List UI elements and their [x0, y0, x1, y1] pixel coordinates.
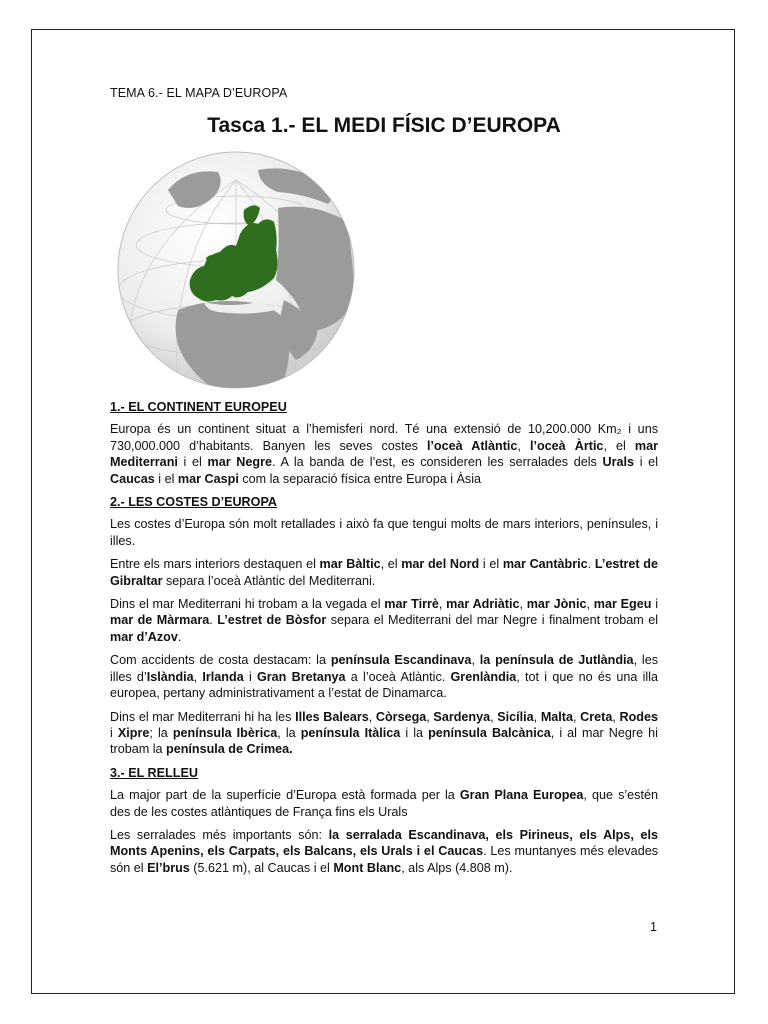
bold-term: Malta	[540, 709, 574, 724]
text-run: separa l’oceà Atlàntic del Mediterrani.	[162, 573, 376, 588]
text-run: i	[110, 725, 118, 740]
bold-term: Mont Blanc	[333, 860, 402, 875]
bold-term: mar del Nord	[401, 557, 480, 572]
text-run: ,	[517, 438, 530, 453]
text-run: i el	[177, 455, 208, 470]
text-run: Dins el mar Mediterrani hi ha les	[110, 709, 296, 724]
bold-term: Còrsega	[375, 709, 427, 724]
text-run: ,	[193, 669, 203, 684]
page-number: 1	[650, 920, 657, 934]
section-heading: 1.- EL CONTINENT EUROPEU	[110, 400, 287, 414]
text-run: .	[177, 629, 182, 644]
bold-term: L’estret de Gibraltar	[110, 557, 658, 588]
text-run: i	[243, 669, 257, 684]
text-run: ; la	[149, 725, 173, 740]
bold-term: mar Bàltic	[319, 557, 381, 572]
text-run: ,	[573, 709, 581, 724]
text-run: Europa és un continent situat a l’hemisferi nord. Té una extensió de 10,200.000 Km₂ i uns 730,000.000 d’habitants. Banyen les seves costes	[110, 422, 658, 453]
bold-term: Caucas	[110, 471, 155, 486]
bold-term: península Ibèrica	[172, 725, 278, 740]
bold-term: península Balcànica	[428, 725, 551, 740]
bold-term: l’oceà Àrtic	[529, 438, 604, 453]
bold-term: mar Egeu	[593, 597, 652, 612]
text-run: separa el Mediterrani del mar Negre i finalment trobam el	[326, 613, 659, 628]
text-run: , i al mar Negre hi trobam la	[110, 725, 658, 757]
text-run: , el	[603, 438, 635, 453]
text-run: ,	[490, 709, 498, 724]
section-heading: 2.- LES COSTES D’EUROPA	[110, 495, 278, 510]
bold-term: mar Tirrè	[384, 597, 439, 612]
bold-term: la serralada Escandinava, els Pirineus, els Alps, els Monts Apenins, els Carpats, els Balcans, els Urals i el Caucas	[110, 827, 658, 859]
section-heading: 3.- EL RELLEU	[110, 765, 198, 780]
bold-term: Gran Plana Europea	[459, 788, 584, 803]
bold-term: Sicília	[497, 709, 534, 724]
bold-term: Irlanda	[202, 669, 244, 684]
bold-term: Illes Balears	[295, 709, 369, 724]
bold-term: Xipre	[117, 725, 150, 740]
bold-term: mar Cantàbric	[502, 557, 588, 572]
text-run: Les costes d’Europa són molt retallades i això fa que tengui molts de mars interiors, penínsules, i illes.	[110, 517, 658, 548]
text-run: , la	[277, 725, 301, 740]
bold-term: la península de Jutlàndia	[479, 653, 634, 668]
text-run: com la separació física entre Europa i Àsia	[238, 471, 482, 486]
bold-term: Islàndia	[146, 669, 194, 684]
text-run: Entre els mars interiors destaquen el	[110, 557, 320, 572]
bold-term: Sardenya	[433, 709, 491, 724]
text-run: ,	[368, 709, 376, 724]
text-run: i el	[479, 557, 503, 572]
paragraph	[110, 709, 658, 758]
text-run: . A la banda de l’est, es consideren les serralades dels	[272, 455, 603, 470]
text-run: , el	[380, 557, 402, 572]
paragraph	[110, 827, 658, 876]
text-run: ,	[612, 709, 620, 724]
text-run: La major part de la superfície d’Europa està formada per la	[110, 788, 460, 803]
bold-term: Grenlàndia	[450, 669, 517, 684]
text-run: Les serralades més importants són:	[110, 827, 329, 842]
bold-term: Rodes	[619, 709, 658, 724]
europe-globe-figure	[108, 150, 368, 390]
text-run: ,	[519, 597, 527, 612]
bold-term: L’estret de Bòsfor	[217, 613, 327, 628]
text-run: i el	[154, 471, 178, 486]
paragraph	[110, 556, 658, 589]
text-run: ,	[426, 709, 434, 724]
bold-term: península Itàlica	[300, 725, 401, 740]
document-header: TEMA 6.- EL MAPA D’EUROPA	[110, 86, 288, 100]
paragraph	[110, 596, 658, 645]
text-run: (5.621 m), al Caucas i el	[189, 860, 334, 875]
text-run: ,	[471, 653, 480, 668]
text-run: ,	[586, 597, 594, 612]
text-run: . Les muntanyes més elevades són el	[110, 844, 658, 875]
text-run: , les illes d’	[110, 653, 658, 684]
bold-term: Creta	[580, 709, 613, 724]
document-body	[110, 399, 658, 883]
bold-term: mar Adriàtic	[446, 597, 520, 612]
text-run: , als Alps (4.808 m).	[401, 860, 513, 875]
paragraph	[110, 516, 658, 549]
page-title: Tasca 1.- EL MEDI FÍSIC D’EUROPA	[207, 114, 561, 137]
bold-term: mar Negre	[207, 455, 272, 470]
text-run: i el	[634, 455, 658, 470]
text-run: .	[209, 613, 218, 628]
paragraph	[110, 787, 658, 820]
text-run: ,	[533, 709, 541, 724]
europe-globe-icon	[108, 150, 368, 390]
text-run: , tot i que no és una illa europea, pertany administrativament a l’estat de Dinamarca.	[110, 669, 659, 701]
text-run: .	[587, 557, 595, 572]
text-run: Com accidents de costa destacam: la	[110, 653, 331, 668]
bold-term: mar de Màrmara	[110, 613, 210, 628]
text-run: Dins el mar Mediterrani hi trobam a la vegada el	[110, 597, 385, 612]
text-run: ,	[438, 597, 447, 612]
paragraph	[110, 421, 658, 487]
paragraph	[110, 652, 658, 701]
text-run: i la	[400, 725, 429, 740]
bold-term: El’brus	[147, 860, 190, 875]
bold-term: mar Jònic	[526, 597, 587, 612]
bold-term: Urals	[602, 455, 635, 470]
text-run: , que s’estén des de les costes atlàntiques de França fins els Urals	[110, 788, 658, 819]
text-run: a l’oceà Atlàntic.	[345, 669, 451, 684]
bold-term: mar d’Azov	[110, 629, 178, 644]
bold-term: mar Mediterrani	[110, 438, 658, 470]
bold-term: península Escandinava	[330, 653, 472, 668]
bold-term: Gran Bretanya	[256, 669, 346, 684]
bold-term: mar Caspi	[177, 471, 239, 486]
text-run: i	[651, 597, 659, 612]
bold-term: l’oceà Atlàntic	[426, 438, 518, 453]
bold-term: península de Crimea.	[166, 742, 293, 757]
